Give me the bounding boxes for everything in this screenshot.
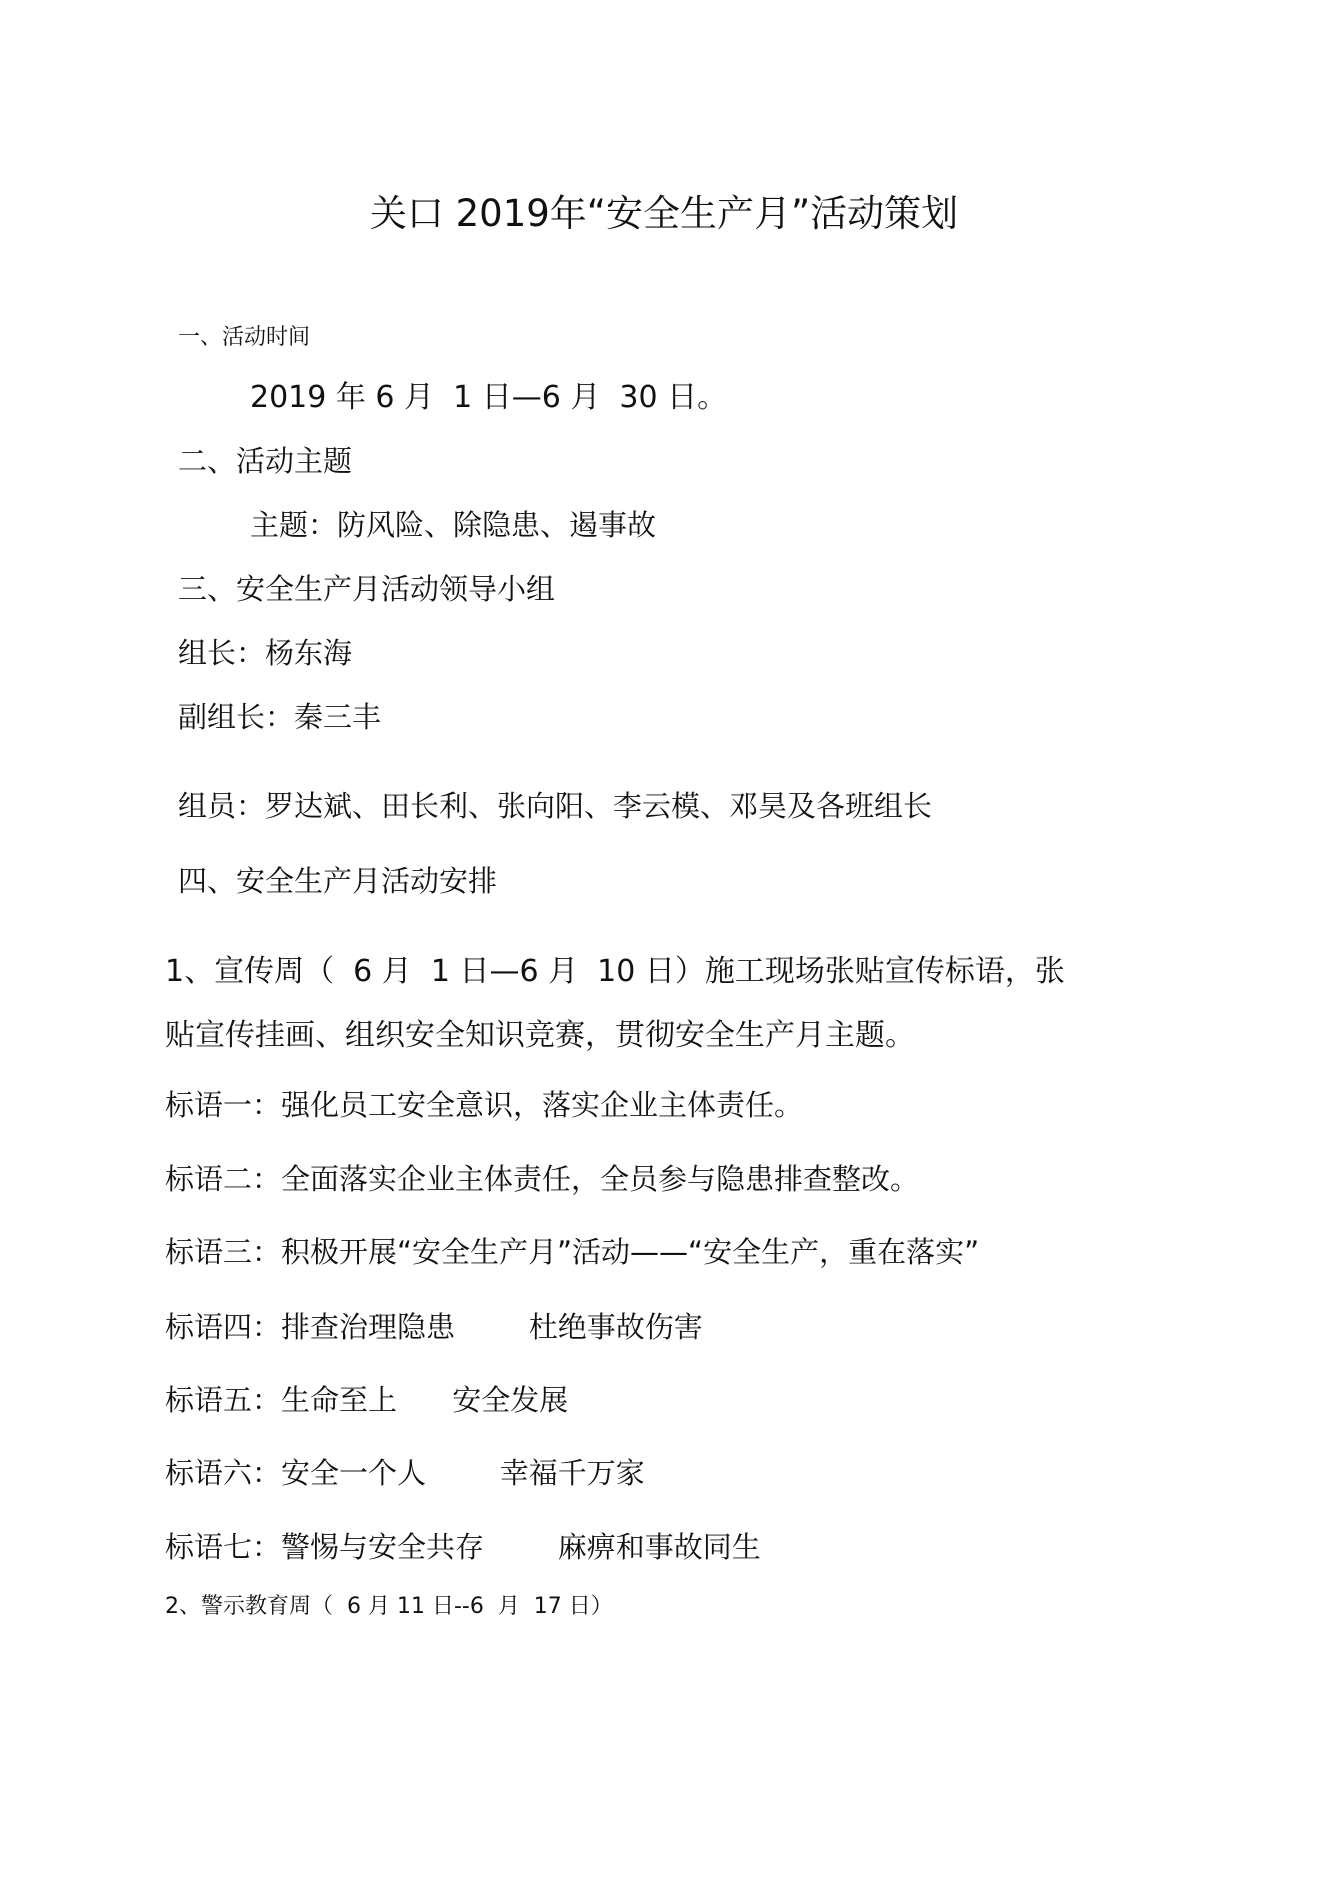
section-heading-group: 三、安全生产月活动领导小组 [178, 572, 556, 606]
slogan-3: 标语三：积极开展“安全生产月”活动——“安全生产，重在落实” [165, 1235, 980, 1269]
slogan-7: 标语七：警惕与安全共存 麻痹和事故同生 [165, 1530, 761, 1564]
slogan-1: 标语一：强化员工安全意识，落实企业主体责任。 [165, 1088, 804, 1122]
slogan-5: 标语五：生命至上 安全发展 [165, 1383, 569, 1417]
group-deputy: 副组长：秦三丰 [178, 700, 382, 734]
slogan-6: 标语六：安全一个人 幸福千万家 [165, 1456, 645, 1490]
week1-line-2: 贴宣传挂画、组织安全知识竞赛，贯彻安全生产月主题。 [165, 1018, 915, 1053]
group-members: 组员：罗达斌、田长利、张向阳、李云模、邓昊及各班组长 [178, 789, 933, 823]
section-heading-schedule: 四、安全生产月活动安排 [178, 864, 498, 898]
section-heading-theme: 二、活动主题 [178, 444, 353, 478]
activity-theme: 主题：防风险、除隐患、遏事故 [250, 508, 657, 542]
week1-line-1: 1、宣传周（ 6 月 1 日—6 月 10 日）施工现场张贴宣传标语，张 [165, 954, 1065, 989]
document-title: 关口 2019年“安全生产月”活动策划 [369, 192, 959, 235]
activity-dates: 2019 年 6 月 1 日—6 月 30 日。 [250, 380, 728, 415]
section-heading-time: 一、活动时间 [178, 325, 311, 350]
slogan-4: 标语四：排查治理隐患 杜绝事故伤害 [165, 1310, 703, 1344]
slogan-2: 标语二：全面落实企业主体责任，全员参与隐患排查整改。 [165, 1162, 920, 1196]
group-leader: 组长：杨东海 [178, 636, 353, 670]
week2-heading: 2、警示教育周（ 6 月 11 日--6 月 17 日） [165, 1594, 613, 1619]
